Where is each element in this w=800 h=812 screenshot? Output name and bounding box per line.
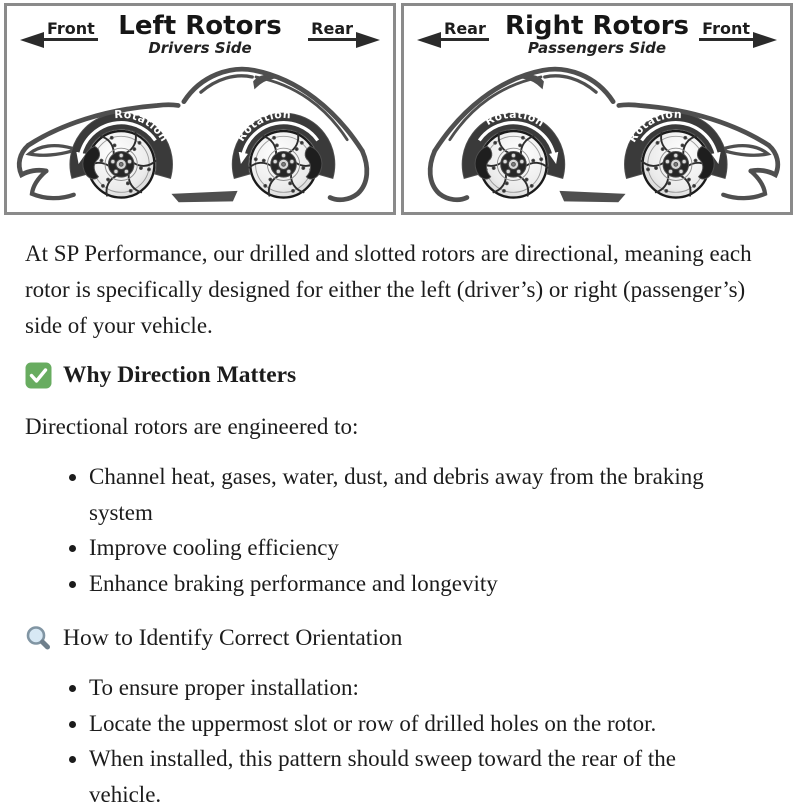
car-illustration-right bbox=[404, 58, 790, 208]
direction-label: Front bbox=[44, 20, 98, 41]
direction-label: Rear bbox=[308, 20, 356, 41]
rotation-label: Rotation bbox=[113, 107, 171, 145]
front-direction-indicator bbox=[699, 20, 777, 41]
section-heading-text: How to Identify Correct Orientation bbox=[63, 625, 403, 651]
magnifying-glass-icon bbox=[25, 625, 52, 652]
direction-label: Front bbox=[699, 20, 753, 41]
section-heading-why-direction-matters bbox=[25, 359, 780, 392]
section-lead: Directional rotors are engineered to: bbox=[25, 414, 359, 439]
front-direction-indicator bbox=[20, 20, 98, 41]
list-item: • Channel heat, gases, water, dust, and debris away from the braking system bbox=[89, 459, 741, 530]
list-item: • Improve cooling efficiency bbox=[89, 530, 741, 566]
rotor-direction-diagram bbox=[0, 0, 800, 215]
panel-left-header bbox=[7, 6, 393, 58]
panel-title: Right Rotors bbox=[504, 11, 689, 41]
rotation-label: Rotation bbox=[234, 107, 292, 144]
list-item: • To ensure proper installation: bbox=[89, 670, 741, 706]
panel-right-header bbox=[404, 6, 790, 58]
arrow-right-icon bbox=[753, 32, 777, 48]
diagram-panel-right bbox=[401, 3, 793, 215]
arrow-right-icon bbox=[356, 32, 380, 48]
list-item: • Locate the uppermost slot or row of drilled holes on the rotor. bbox=[89, 706, 741, 742]
rotation-label: Rotation bbox=[625, 107, 683, 145]
rear-direction-indicator bbox=[308, 20, 380, 41]
section-heading-identify-orientation bbox=[25, 622, 780, 655]
panel-subtitle: Drivers Side bbox=[148, 39, 252, 57]
orientation-steps-list bbox=[25, 670, 741, 812]
article-body bbox=[0, 236, 800, 812]
rear-direction-indicator bbox=[417, 20, 489, 41]
check-mark-icon bbox=[25, 362, 52, 389]
panel-title: Left Rotors bbox=[118, 11, 282, 41]
section-heading-text: Why Direction Matters bbox=[63, 362, 297, 388]
diagram-panel-left bbox=[4, 3, 396, 215]
arrow-left-icon bbox=[417, 32, 441, 48]
list-item: • When installed, this pattern should sweep toward the rear of the vehicle. bbox=[89, 741, 741, 812]
direction-label: Rear bbox=[441, 20, 489, 41]
rotation-label: Rotation bbox=[482, 107, 547, 130]
list-item: • Enhance braking performance and longevity bbox=[89, 566, 741, 602]
benefits-list bbox=[25, 459, 741, 601]
intro-paragraph: At SP Performance, our drilled and slotted rotors are directional, meaning each rotor is specifically designed for either the left (driver’s) or right (passenger’s) side of your vehicle. bbox=[25, 241, 752, 338]
arrow-left-icon bbox=[20, 32, 44, 48]
car-illustration-left bbox=[7, 58, 393, 208]
panel-subtitle: Passengers Side bbox=[527, 39, 667, 57]
